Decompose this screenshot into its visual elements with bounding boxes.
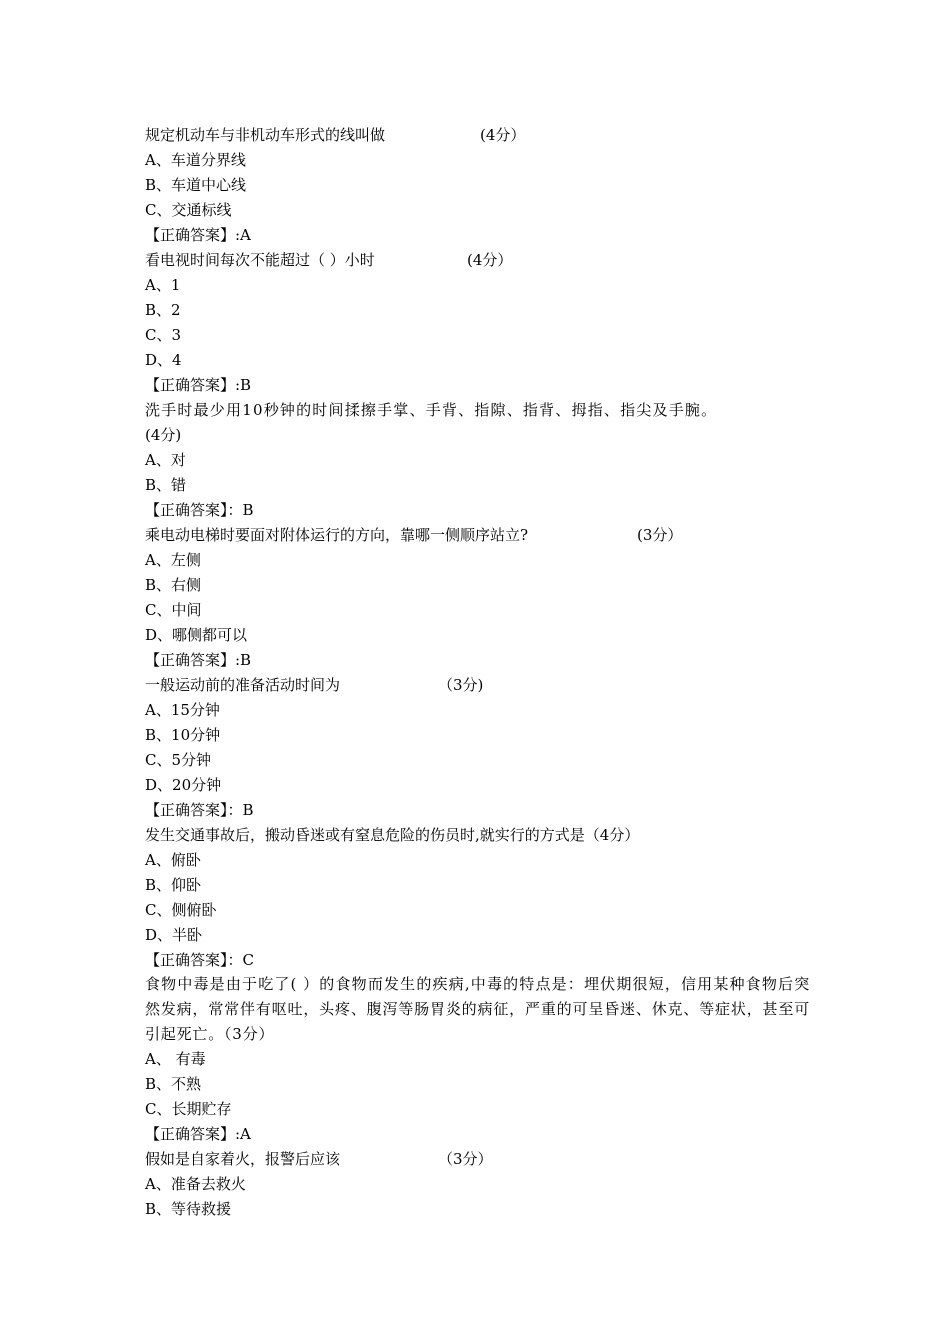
question-stem: 洗手时最少用10秒钟的时间揉擦手掌、手背、指隙、指背、拇指、指尖及手腕。 bbox=[145, 401, 718, 419]
option: D、哪侧都可以 bbox=[145, 626, 248, 644]
correct-answer: 【正确答案】:B bbox=[145, 376, 252, 394]
question-score: (4分) bbox=[145, 426, 182, 444]
option: B、仰卧 bbox=[145, 876, 202, 894]
option: D、20分钟 bbox=[145, 776, 222, 794]
question-stem: 一般运动前的准备活动时间为 bbox=[145, 676, 341, 694]
option: A、 有毒 bbox=[145, 1050, 206, 1068]
option: B、10分钟 bbox=[145, 726, 221, 744]
question-score: (4分） bbox=[480, 126, 526, 144]
question-score: (3分） bbox=[637, 526, 683, 544]
option: C、3 bbox=[145, 326, 182, 344]
option: C、长期贮存 bbox=[145, 1100, 232, 1118]
option: C、5分钟 bbox=[145, 751, 212, 769]
option: B、2 bbox=[145, 301, 181, 319]
option: B、不熟 bbox=[145, 1075, 202, 1093]
correct-answer: 【正确答案】：B bbox=[145, 501, 254, 519]
correct-answer: 【正确答案】:B bbox=[145, 651, 252, 669]
question-stem: 看电视时间每次不能超过（ ）小时 bbox=[145, 251, 375, 269]
option: A、俯卧 bbox=[145, 851, 201, 869]
question-score: （3分) bbox=[438, 676, 484, 694]
correct-answer: 【正确答案】：C bbox=[145, 951, 254, 969]
option: B、车道中心线 bbox=[145, 176, 247, 194]
option: B、右侧 bbox=[145, 576, 202, 594]
question-stem: 发生交通事故后，搬动昏迷或有窒息危险的伤员时,就实行的方式是（4分） bbox=[145, 826, 640, 844]
option: A、15分钟 bbox=[145, 701, 220, 719]
option: B、等待救援 bbox=[145, 1200, 232, 1218]
option: B、错 bbox=[145, 476, 187, 494]
option: A、左侧 bbox=[145, 551, 201, 569]
question-stem: 食物中毒是由于吃了( ）的食物而发生的疾病,中毒的特点是：埋伏期很短，信用某种食物后突然发病，常常伴有呕吐，头疼、腹泻等肠胃炎的病征，严重的可呈昏迷、休克、等症状，甚至可引起死亡。（3分） bbox=[145, 975, 810, 1043]
question-stem: 规定机动车与非机动车形式的线叫做 bbox=[145, 126, 386, 144]
option: C、交通标线 bbox=[145, 201, 232, 219]
correct-answer: 【正确答案】:A bbox=[145, 226, 251, 244]
option: C、中间 bbox=[145, 601, 202, 619]
option: A、1 bbox=[145, 276, 181, 294]
option: D、半卧 bbox=[145, 926, 203, 944]
correct-answer: 【正确答案】：B bbox=[145, 801, 254, 819]
option: C、侧俯卧 bbox=[145, 901, 217, 919]
question-stem: 假如是自家着火，报警后应该 bbox=[145, 1150, 341, 1168]
option: A、车道分界线 bbox=[145, 151, 246, 169]
option: A、对 bbox=[145, 451, 186, 469]
option: D、4 bbox=[145, 351, 182, 369]
question-stem: 乘电动电梯时要面对附体运行的方向，靠哪一侧顺序站立? bbox=[145, 526, 529, 544]
question-score: （3分） bbox=[438, 1150, 493, 1168]
option: A、准备去救火 bbox=[145, 1175, 246, 1193]
question-score: (4分） bbox=[467, 251, 513, 269]
correct-answer: 【正确答案】:A bbox=[145, 1125, 251, 1143]
